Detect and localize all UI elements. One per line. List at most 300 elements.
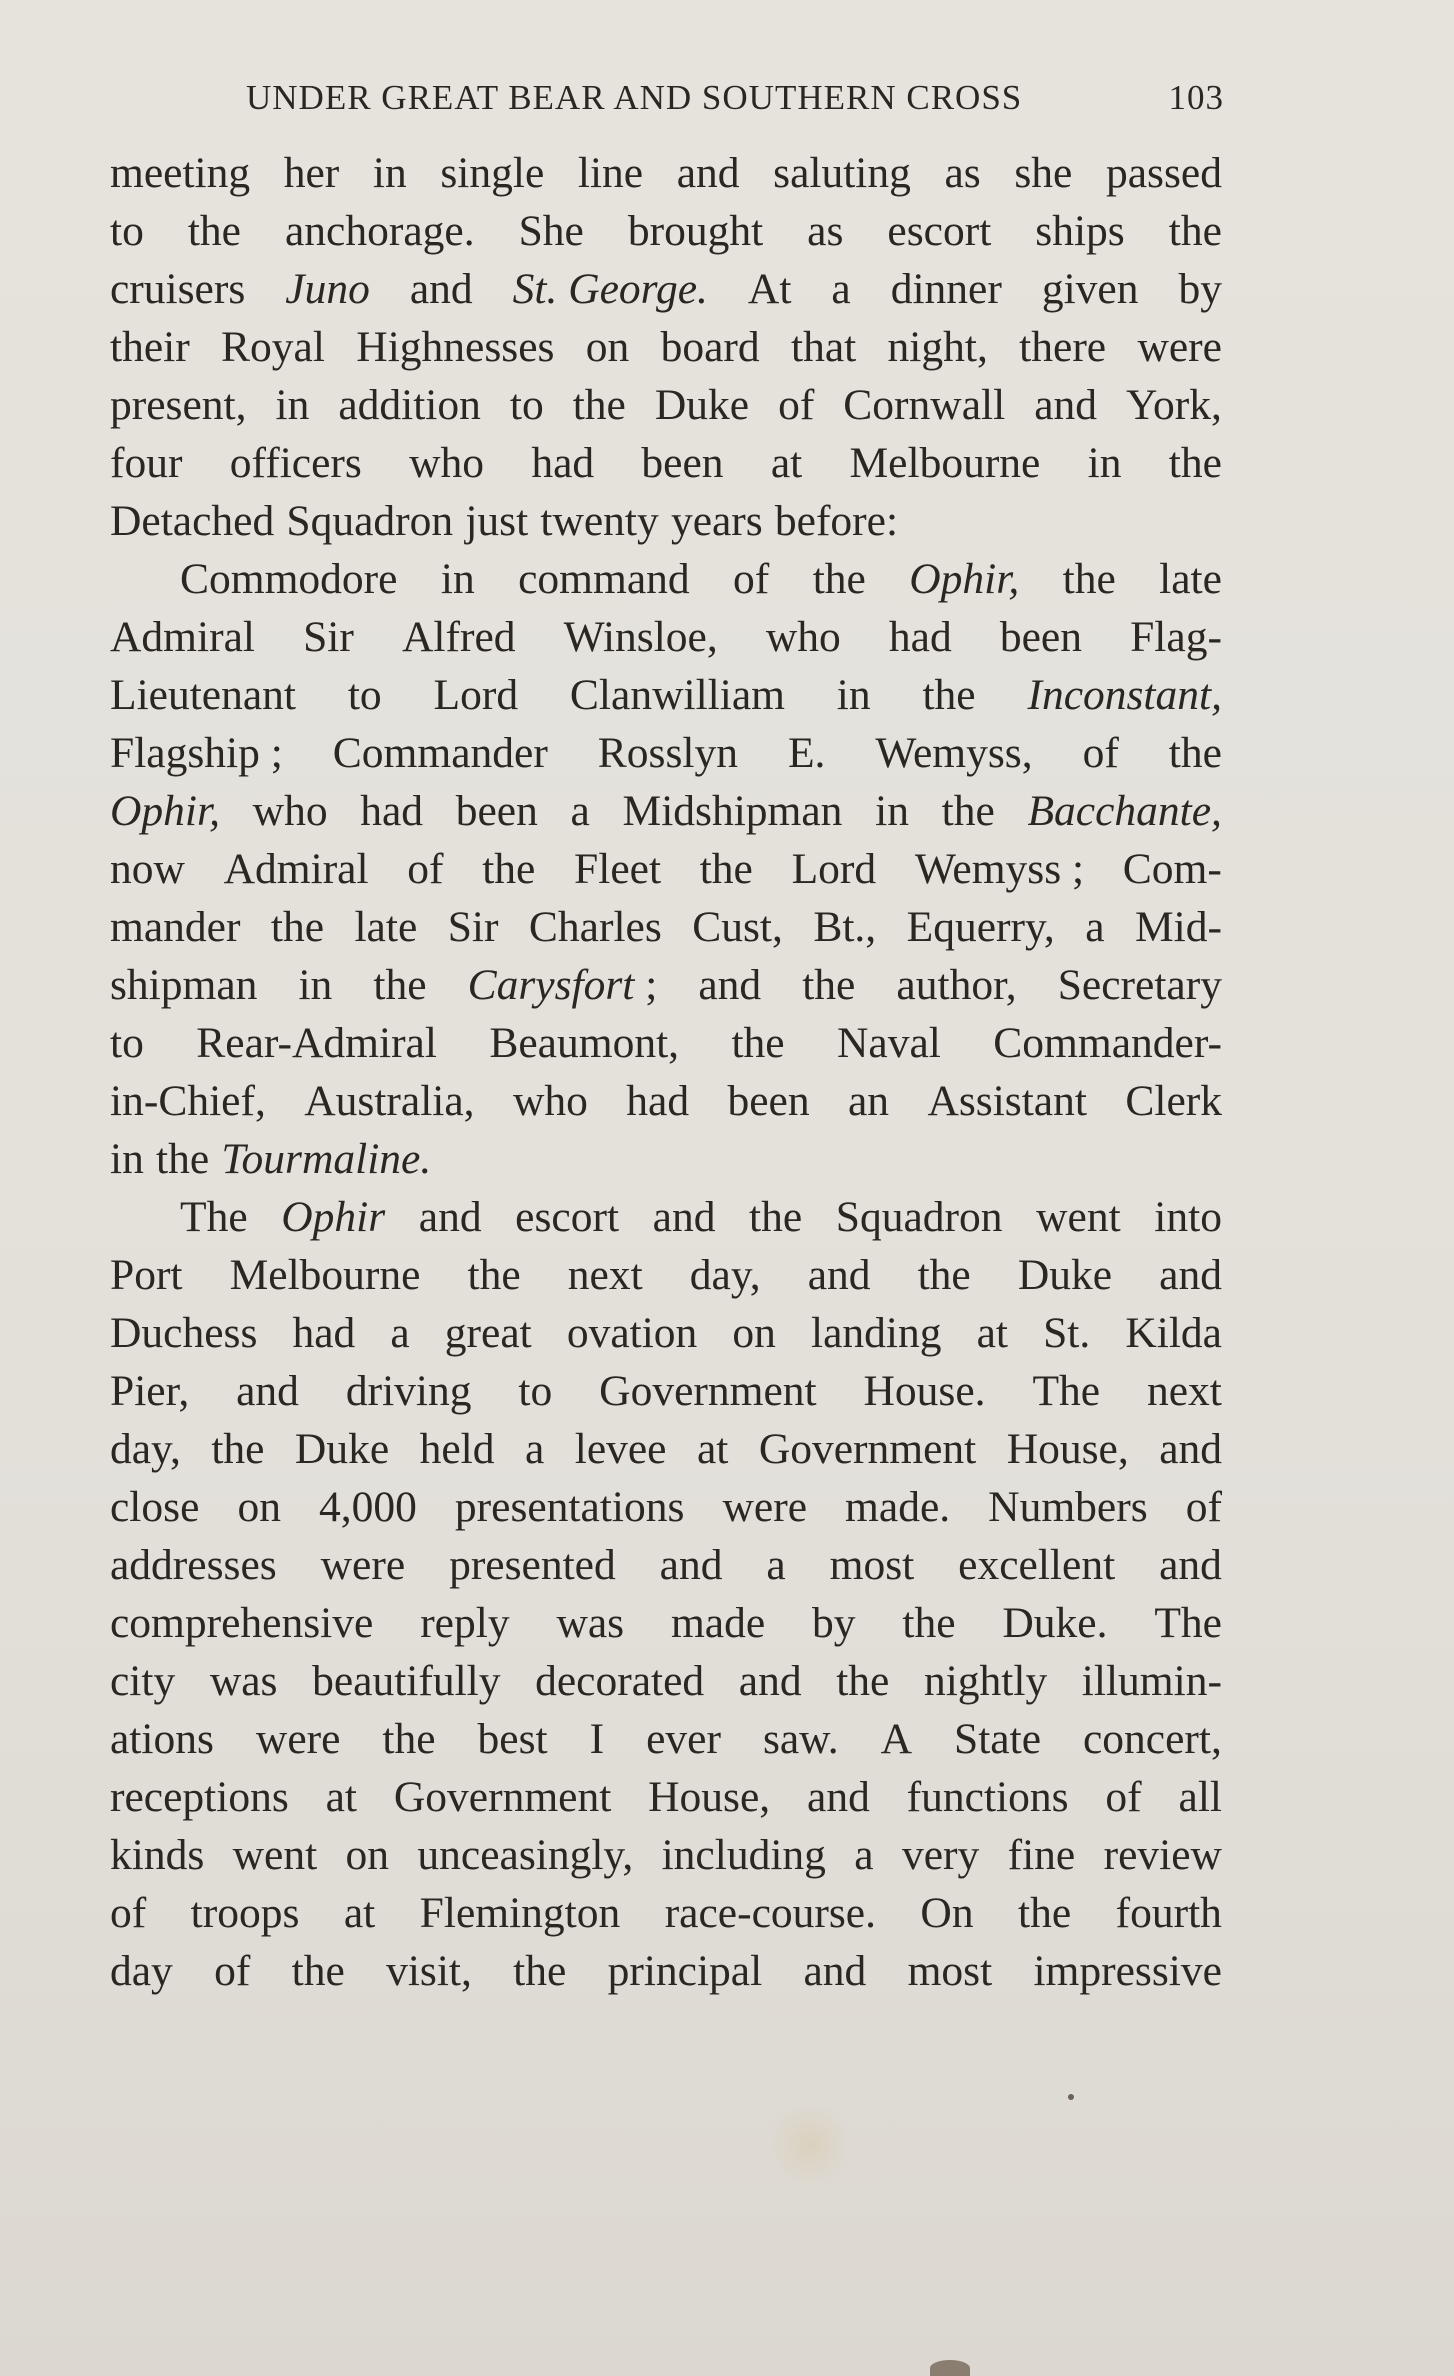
text-line bbox=[110, 1304, 1222, 1362]
word: next bbox=[1147, 1367, 1222, 1415]
word: She bbox=[518, 207, 584, 255]
word: and bbox=[409, 265, 473, 313]
word: who bbox=[765, 613, 841, 661]
word: who bbox=[252, 787, 328, 835]
word: Commodore bbox=[180, 555, 398, 603]
word: to bbox=[110, 207, 144, 255]
word: were bbox=[722, 1483, 807, 1531]
word: a bbox=[831, 265, 851, 313]
word: troops bbox=[190, 1889, 300, 1937]
italic-ship-name: Tourmaline. bbox=[221, 1135, 432, 1183]
word: of bbox=[110, 1889, 147, 1937]
word: the bbox=[572, 381, 626, 429]
word: meeting bbox=[110, 149, 251, 197]
word bbox=[221, 1130, 443, 1188]
italic-ship-name: Carysfort bbox=[467, 961, 635, 1009]
word bbox=[909, 550, 1019, 608]
word: of bbox=[1082, 729, 1119, 777]
word: most bbox=[829, 1541, 915, 1589]
word: in-Chief, bbox=[110, 1077, 266, 1125]
word: Highnesses bbox=[356, 323, 555, 371]
text-line bbox=[110, 1246, 1222, 1304]
word: Duke bbox=[1017, 1251, 1113, 1299]
word: their bbox=[110, 323, 190, 371]
word: who bbox=[512, 1077, 588, 1125]
word: Squadron bbox=[286, 497, 454, 545]
word: the bbox=[1062, 555, 1116, 603]
word: Royal bbox=[221, 323, 325, 371]
word: been bbox=[641, 439, 724, 487]
word: present, bbox=[110, 381, 247, 429]
word: all bbox=[1178, 1773, 1222, 1821]
word: reply bbox=[420, 1599, 510, 1647]
word: the bbox=[513, 1947, 567, 1995]
word: Charles bbox=[528, 903, 662, 951]
word: was bbox=[209, 1657, 278, 1705]
text-line bbox=[110, 434, 1222, 492]
word: and bbox=[807, 1773, 870, 1821]
word: been bbox=[999, 613, 1082, 661]
word: Cornwall bbox=[843, 381, 1006, 429]
text-line bbox=[110, 492, 1222, 550]
text-line bbox=[110, 1652, 1222, 1710]
word: in bbox=[1087, 439, 1122, 487]
word: the bbox=[187, 207, 241, 255]
word: Pier, bbox=[110, 1367, 190, 1415]
word: now bbox=[110, 845, 185, 893]
word: were bbox=[255, 1715, 341, 1763]
word bbox=[513, 260, 708, 318]
word: the bbox=[373, 961, 427, 1009]
word: and bbox=[1159, 1251, 1222, 1299]
word: to bbox=[518, 1367, 553, 1415]
word: ever bbox=[646, 1715, 721, 1763]
word: Mid- bbox=[1134, 903, 1222, 951]
word: as bbox=[944, 149, 981, 197]
word: day bbox=[110, 1947, 173, 1995]
word: and bbox=[738, 1657, 802, 1705]
word: and bbox=[807, 1251, 871, 1299]
word: levee bbox=[574, 1425, 667, 1473]
paragraph bbox=[110, 144, 1222, 550]
word: the bbox=[291, 1947, 345, 1995]
word: and bbox=[652, 1193, 716, 1241]
word: fine bbox=[1007, 1831, 1076, 1879]
running-header bbox=[246, 78, 1224, 118]
word: were bbox=[320, 1541, 406, 1589]
paragraph bbox=[110, 1188, 1222, 2000]
word: St. bbox=[1043, 1309, 1091, 1357]
text-line bbox=[110, 666, 1222, 724]
word: on bbox=[585, 323, 630, 371]
word: most bbox=[907, 1947, 993, 1995]
word: the bbox=[941, 787, 995, 835]
word: twenty bbox=[540, 497, 659, 545]
word: race-course. bbox=[664, 1889, 876, 1937]
word: landing bbox=[811, 1309, 942, 1357]
word: next bbox=[567, 1251, 643, 1299]
word: Clanwilliam bbox=[569, 671, 785, 719]
word: she bbox=[1014, 149, 1073, 197]
word: and bbox=[1159, 1425, 1222, 1473]
word: the bbox=[1168, 207, 1222, 255]
word: had bbox=[360, 787, 424, 835]
word: nightly bbox=[923, 1657, 1048, 1705]
word: Sir bbox=[447, 903, 499, 951]
word: Numbers bbox=[988, 1483, 1148, 1531]
word: a bbox=[524, 1425, 545, 1473]
word: Alfred bbox=[401, 613, 516, 661]
word: made. bbox=[845, 1483, 951, 1531]
word: visit, bbox=[386, 1947, 472, 1995]
word: impressive bbox=[1033, 1947, 1222, 1995]
word: kinds bbox=[110, 1831, 205, 1879]
word: Lord bbox=[791, 845, 877, 893]
paper-stain bbox=[770, 2100, 850, 2190]
word: Flagship ; bbox=[110, 729, 283, 777]
word: and bbox=[1159, 1541, 1222, 1589]
word: been bbox=[727, 1077, 810, 1125]
word: Melbourne bbox=[849, 439, 1041, 487]
italic-ship-name: Ophir bbox=[281, 1193, 386, 1241]
word: saluting bbox=[773, 149, 911, 197]
word: Assistant bbox=[927, 1077, 1087, 1125]
word: the bbox=[270, 903, 325, 951]
word: single bbox=[440, 149, 545, 197]
word: great bbox=[444, 1309, 532, 1357]
word: escort bbox=[515, 1193, 620, 1241]
word: and bbox=[418, 1193, 482, 1241]
word: Admiral bbox=[110, 613, 255, 661]
word: on bbox=[237, 1483, 281, 1531]
word: at bbox=[976, 1309, 1008, 1357]
text-line bbox=[110, 1420, 1222, 1478]
text-line bbox=[110, 724, 1222, 782]
paragraph bbox=[110, 550, 1222, 1188]
text-line bbox=[110, 608, 1222, 666]
word: at bbox=[343, 1889, 376, 1937]
page-number: 103 bbox=[1168, 78, 1224, 117]
word: author, bbox=[896, 961, 1017, 1009]
word: the bbox=[812, 555, 866, 603]
word: State bbox=[954, 1715, 1042, 1763]
text-line bbox=[110, 1188, 1222, 1246]
word: passed bbox=[1105, 149, 1222, 197]
word: the bbox=[482, 845, 536, 893]
word: driving bbox=[345, 1367, 472, 1415]
word: in bbox=[836, 671, 871, 719]
text-line bbox=[110, 1884, 1222, 1942]
word: fourth bbox=[1115, 1889, 1222, 1937]
word: of bbox=[407, 845, 444, 893]
word: given bbox=[1041, 265, 1139, 313]
running-title: UNDER GREAT BEAR AND SOUTHERN CROSS bbox=[246, 78, 1023, 117]
word: of bbox=[1185, 1483, 1222, 1531]
word: Wemyss ; bbox=[914, 845, 1085, 893]
text-line bbox=[110, 1536, 1222, 1594]
word: and bbox=[659, 1541, 723, 1589]
word: Equerry, bbox=[906, 903, 1055, 951]
word: been bbox=[455, 787, 538, 835]
word bbox=[1027, 666, 1222, 724]
word: Admiral bbox=[223, 845, 369, 893]
word: and bbox=[676, 149, 740, 197]
text-line bbox=[110, 1362, 1222, 1420]
text-line bbox=[110, 144, 1222, 202]
word: a bbox=[570, 787, 590, 835]
word: in bbox=[440, 555, 475, 603]
word: Australia, bbox=[304, 1077, 475, 1125]
word: to bbox=[347, 671, 382, 719]
text-line bbox=[110, 1768, 1222, 1826]
word: Cust, bbox=[692, 903, 783, 951]
word: late bbox=[1159, 555, 1222, 603]
word: Rear-Admiral bbox=[196, 1019, 437, 1067]
text-line bbox=[110, 318, 1222, 376]
word: at bbox=[325, 1773, 358, 1821]
word: the bbox=[699, 845, 753, 893]
word: A bbox=[880, 1715, 913, 1763]
word: best bbox=[477, 1715, 548, 1763]
word: and bbox=[698, 961, 762, 1009]
word: in bbox=[275, 381, 310, 429]
italic-ship-name: Inconstant, bbox=[1027, 671, 1222, 719]
word: Duke bbox=[294, 1425, 390, 1473]
word: the bbox=[917, 1251, 971, 1299]
word: at bbox=[696, 1425, 729, 1473]
word: at bbox=[770, 439, 803, 487]
word: functions bbox=[906, 1773, 1069, 1821]
word: principal bbox=[607, 1947, 763, 1995]
word: Melbourne bbox=[229, 1251, 421, 1299]
word: the bbox=[749, 1193, 803, 1241]
word: the bbox=[836, 1657, 890, 1705]
word: made bbox=[670, 1599, 766, 1647]
word: close bbox=[110, 1483, 200, 1531]
word: the bbox=[802, 961, 856, 1009]
word: excellent bbox=[958, 1541, 1116, 1589]
word: Government bbox=[393, 1773, 612, 1821]
text-line bbox=[110, 1072, 1222, 1130]
word: Naval bbox=[837, 1019, 941, 1067]
word: by bbox=[812, 1599, 856, 1647]
text-line bbox=[110, 202, 1222, 260]
word: saw. bbox=[762, 1715, 839, 1763]
word: Rosslyn bbox=[597, 729, 739, 777]
word: ships bbox=[1035, 207, 1125, 255]
word: on bbox=[345, 1831, 390, 1879]
word: a bbox=[854, 1831, 874, 1879]
word: city bbox=[110, 1657, 176, 1705]
word: had bbox=[626, 1077, 690, 1125]
word: a bbox=[1085, 903, 1105, 951]
italic-ship-name: Juno bbox=[285, 265, 370, 313]
text-line bbox=[110, 1942, 1222, 2000]
word: Carysfort ; bbox=[468, 956, 658, 1014]
text-line bbox=[110, 956, 1222, 1014]
word: the bbox=[902, 1599, 956, 1647]
word: of bbox=[778, 381, 815, 429]
word: 4,000 bbox=[318, 1483, 417, 1531]
word: review bbox=[1103, 1831, 1222, 1879]
word: illumin- bbox=[1081, 1657, 1222, 1705]
word: I bbox=[589, 1715, 605, 1763]
word bbox=[285, 260, 370, 318]
word: by bbox=[1178, 265, 1222, 313]
word: Duchess bbox=[110, 1309, 258, 1357]
word: the bbox=[211, 1425, 265, 1473]
word: addresses bbox=[110, 1541, 277, 1589]
word: York, bbox=[1125, 381, 1222, 429]
word: a bbox=[390, 1309, 410, 1357]
word: to bbox=[509, 381, 544, 429]
word: escort bbox=[887, 207, 992, 255]
word: a bbox=[766, 1541, 786, 1589]
italic-ship-name: St. George. bbox=[512, 265, 708, 313]
word: concert, bbox=[1083, 1715, 1222, 1763]
body-text bbox=[110, 144, 1222, 2000]
word: comprehensive bbox=[110, 1599, 374, 1647]
word: The bbox=[1032, 1367, 1101, 1415]
word bbox=[110, 782, 220, 840]
word: command bbox=[518, 555, 690, 603]
word: Detached bbox=[110, 497, 275, 545]
word: as bbox=[807, 207, 844, 255]
word: presentations bbox=[454, 1483, 685, 1531]
word: beautifully bbox=[312, 1657, 501, 1705]
word: board bbox=[660, 323, 760, 371]
word: The bbox=[1154, 1599, 1222, 1647]
word: E. bbox=[787, 729, 826, 777]
word: line bbox=[577, 149, 644, 197]
word: her bbox=[283, 149, 340, 197]
word: the bbox=[382, 1715, 436, 1763]
word: Flag- bbox=[1130, 613, 1222, 661]
word: day, bbox=[689, 1251, 761, 1299]
text-line bbox=[110, 1594, 1222, 1652]
word: in bbox=[372, 149, 407, 197]
word: just bbox=[465, 497, 529, 545]
word: Clerk bbox=[1125, 1077, 1222, 1125]
word: night, bbox=[887, 323, 988, 371]
word: there bbox=[1019, 323, 1107, 371]
word: the bbox=[1168, 439, 1222, 487]
word: on bbox=[732, 1309, 776, 1357]
word: House, bbox=[648, 1773, 771, 1821]
word: years bbox=[670, 497, 763, 545]
text-line bbox=[110, 898, 1222, 956]
word: were bbox=[1137, 323, 1222, 371]
italic-ship-name: Ophir, bbox=[110, 787, 220, 835]
word: Duke. bbox=[1002, 1599, 1108, 1647]
word: to bbox=[110, 1019, 144, 1067]
word: in bbox=[298, 961, 333, 1009]
word: Government bbox=[758, 1425, 977, 1473]
word: addition bbox=[338, 381, 481, 429]
word: Winsloe, bbox=[563, 613, 718, 661]
word: into bbox=[1154, 1193, 1222, 1241]
word: shipman bbox=[110, 961, 258, 1009]
word: of bbox=[214, 1947, 251, 1995]
word: Government bbox=[599, 1367, 817, 1415]
word: and bbox=[803, 1947, 867, 1995]
word: unceasingly, bbox=[417, 1831, 634, 1879]
word: anchorage. bbox=[285, 207, 475, 255]
word bbox=[1027, 782, 1221, 840]
text-line bbox=[110, 550, 1222, 608]
word: the bbox=[1168, 729, 1222, 777]
word: and bbox=[236, 1367, 299, 1415]
word: had bbox=[888, 613, 952, 661]
word: The bbox=[180, 1193, 248, 1241]
word: in bbox=[110, 1135, 144, 1183]
word: House. bbox=[863, 1367, 986, 1415]
word: presented bbox=[449, 1541, 616, 1589]
text-line bbox=[110, 376, 1222, 434]
word: House, bbox=[1006, 1425, 1129, 1473]
italic-ship-name: Ophir, bbox=[909, 555, 1020, 603]
word: was bbox=[556, 1599, 625, 1647]
word: Bt., bbox=[813, 903, 877, 951]
word: decorated bbox=[535, 1657, 705, 1705]
word: Wemyss, bbox=[875, 729, 1033, 777]
word: cruisers bbox=[110, 265, 246, 313]
word: who bbox=[409, 439, 485, 487]
word: Secretary bbox=[1057, 961, 1222, 1009]
word: of bbox=[1105, 1773, 1142, 1821]
word: Midshipman bbox=[622, 787, 843, 835]
word: had bbox=[531, 439, 595, 487]
word: went bbox=[1036, 1193, 1121, 1241]
word: Com- bbox=[1122, 845, 1222, 893]
text-line bbox=[110, 1826, 1222, 1884]
word: day, bbox=[110, 1425, 181, 1473]
word: brought bbox=[627, 207, 764, 255]
text-line bbox=[110, 1710, 1222, 1768]
text-line bbox=[110, 782, 1222, 840]
word: four bbox=[110, 439, 183, 487]
word: ations bbox=[110, 1715, 214, 1763]
word: Lord bbox=[433, 671, 519, 719]
word: mander bbox=[110, 903, 241, 951]
word: receptions bbox=[110, 1773, 289, 1821]
word: held bbox=[419, 1425, 495, 1473]
word: before: bbox=[774, 497, 899, 545]
word: very bbox=[901, 1831, 980, 1879]
word: Duke bbox=[654, 381, 750, 429]
word: Commander- bbox=[993, 1019, 1222, 1067]
word: in bbox=[875, 787, 909, 835]
italic-ship-name: Bacchante, bbox=[1027, 787, 1222, 835]
word: Sir bbox=[303, 613, 354, 661]
word: of bbox=[733, 555, 770, 603]
text-line bbox=[110, 840, 1222, 898]
word: including bbox=[661, 1831, 826, 1879]
word: ovation bbox=[566, 1309, 698, 1357]
word: officers bbox=[229, 439, 362, 487]
text-line bbox=[110, 1014, 1222, 1072]
word: dinner bbox=[890, 265, 1002, 313]
word: Fleet bbox=[574, 845, 662, 893]
paper-mark bbox=[930, 2360, 970, 2376]
word: Flemington bbox=[419, 1889, 621, 1937]
word: the bbox=[922, 671, 976, 719]
word bbox=[281, 1188, 385, 1246]
word: went bbox=[232, 1831, 318, 1879]
word: the bbox=[731, 1019, 785, 1067]
word: Lieutenant bbox=[110, 671, 297, 719]
paper-speck bbox=[1068, 2094, 1074, 2100]
